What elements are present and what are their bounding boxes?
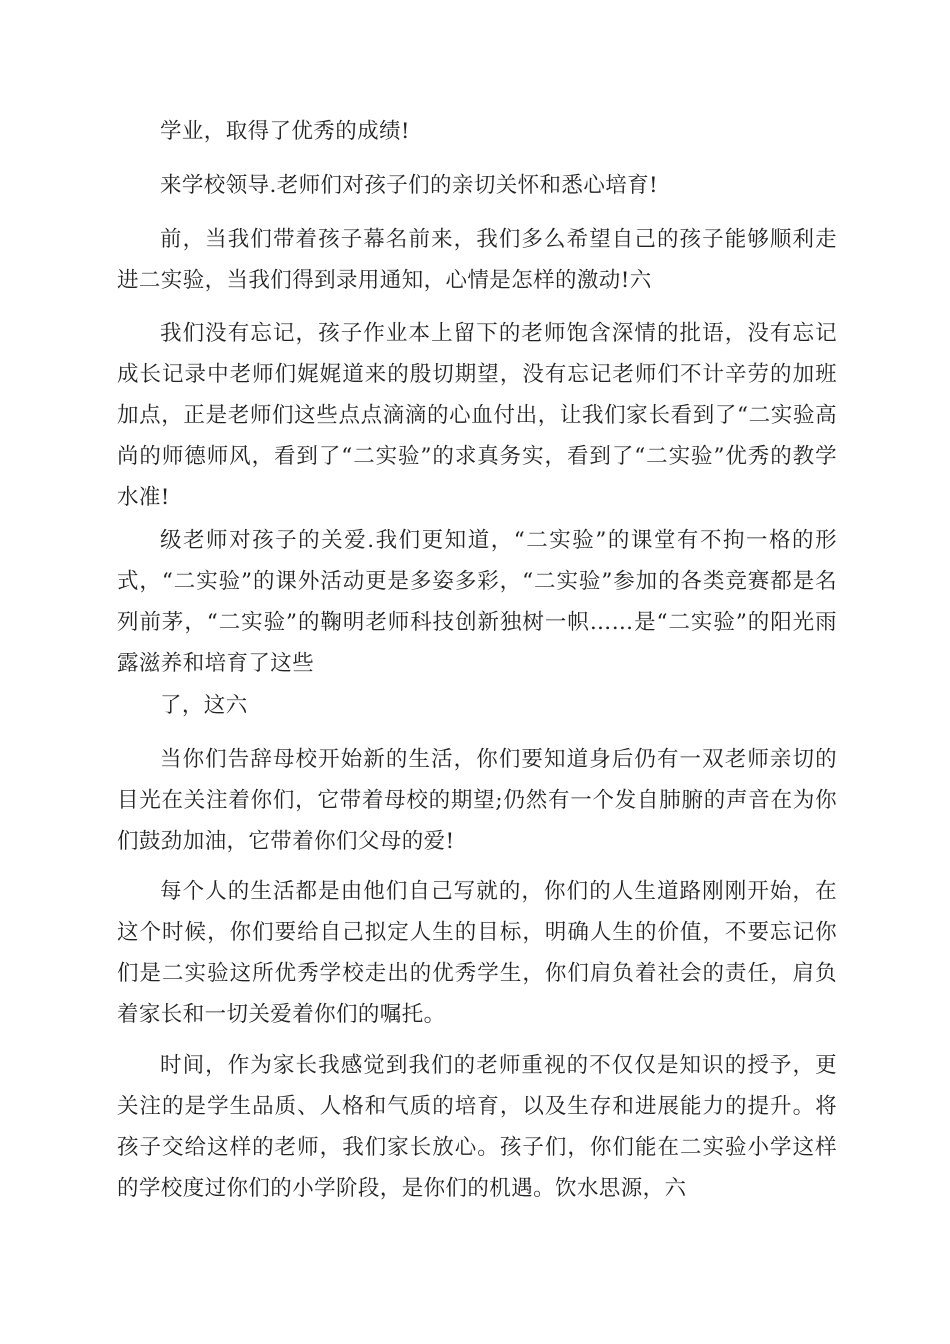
- paragraph-2: 来学校领导.老师们对孩子们的亲切关怀和悉心培育!: [160, 173, 659, 198]
- paragraph-3: 前，当我们带着孩子幕名前来，我们多么希望自己的孩子能够顺利走进二实验，当我们得到录用通知，心情是怎样的激动!六: [117, 227, 837, 293]
- paragraph-7: 当你们告辞母校开始新的生活，你们要知道身后仍有一双老师亲切的目光在关注着你们，它带着母校的期望;仍然有一个发自肺腑的声音在为你们鼓劲加油，它带着你们父母的爱!: [117, 747, 837, 854]
- paragraph-5: 级老师对孩子的关爱.我们更知道，“二实验”的课堂有不拘一格的形式，“二实验”的课外活动更是多姿多彩，“二实验”参加的各类竞赛都是名列前茅，“二实验”的鞠明老师科技创新独树一帜……是“二实验”的阳光雨露滋养和培育了这些: [117, 528, 837, 676]
- paragraph-6: 了，这六: [160, 693, 248, 718]
- paragraph-4: 我们没有忘记，孩子作业本上留下的老师饱含深情的批语，没有忘记成长记录中老师们娓娓道来的殷切期望，没有忘记老师们不计辛劳的加班加点，正是老师们这些点点滴滴的心血付出，让我们家长看到了“二实验高尚的师德师风，看到了“二实验”的求真务实，看到了“二实验”优秀的教学水准!: [117, 321, 837, 510]
- paragraph-1: 学业，取得了优秀的成绩!: [160, 119, 410, 144]
- paragraph-9: 时间，作为家长我感觉到我们的老师重视的不仅仅是知识的授予，更关注的是学生品质、人格和气质的培育，以及生存和进展能力的提升。将孩子交给这样的老师，我们家长放心。孩子们，你们能在二实验小学这样的学校度过你们的小学阶段，是你们的机遇。饮水思源，六: [117, 1053, 837, 1201]
- paragraph-8: 每个人的生活都是由他们自己写就的，你们的人生道路刚刚开始，在这个时候，你们要给自己拟定人生的目标，明确人生的价值，不要忘记你们是二实验这所优秀学校走出的优秀学生，你们肩负着社会的责任，肩负着家长和一切关爱着你们的嘱托。: [117, 879, 837, 1027]
